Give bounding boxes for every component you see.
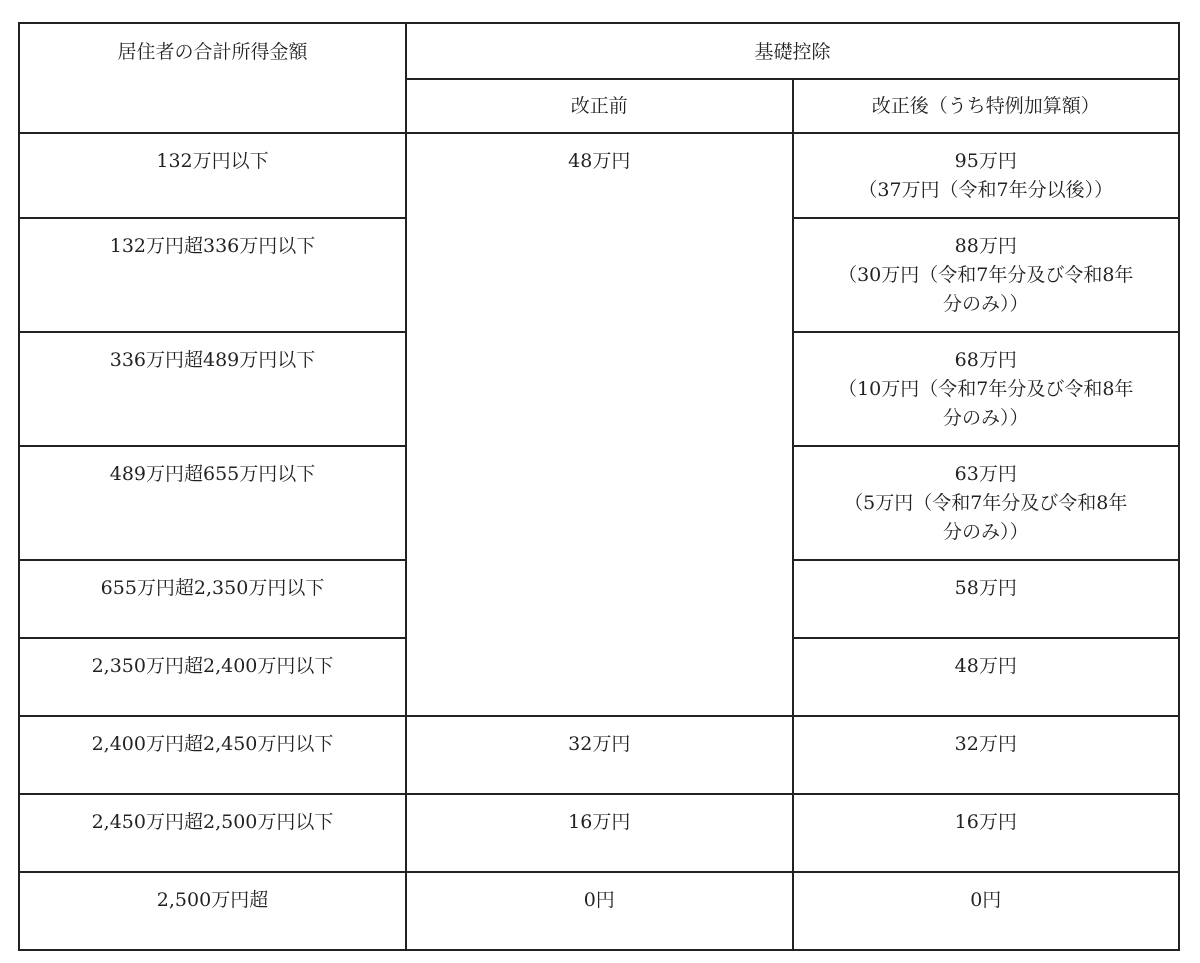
before-cell: 32万円 <box>406 716 793 794</box>
after-amount: 32万円 <box>954 733 1017 755</box>
header-after: 改正後（うち特例加算額） <box>793 79 1180 133</box>
after-amount: 63万円 <box>954 463 1017 485</box>
income-cell: 2,400万円超2,450万円以下 <box>19 716 406 794</box>
before-cell: 0円 <box>406 872 793 950</box>
header-before: 改正前 <box>406 79 793 133</box>
after-special-amount: （5万円（令和7年分及び令和8年分のみ）） <box>844 492 1128 543</box>
after-special-amount: （30万円（令和7年分及び令和8年分のみ）） <box>838 264 1134 315</box>
before-cell: 16万円 <box>406 794 793 872</box>
table-row <box>19 872 1179 950</box>
after-cell <box>793 332 1180 446</box>
table-header-row <box>19 23 1179 79</box>
income-cell: 336万円超489万円以下 <box>19 332 406 446</box>
income-cell: 655万円超2,350万円以下 <box>19 560 406 638</box>
table-row <box>19 794 1179 872</box>
after-cell <box>793 218 1180 332</box>
income-cell: 2,450万円超2,500万円以下 <box>19 794 406 872</box>
after-amount: 58万円 <box>954 577 1017 599</box>
after-amount: 95万円 <box>954 150 1017 172</box>
after-amount: 88万円 <box>954 235 1017 257</box>
table-row <box>19 133 1179 218</box>
after-cell <box>793 133 1180 218</box>
income-cell: 2,350万円超2,400万円以下 <box>19 638 406 716</box>
after-cell <box>793 638 1180 716</box>
after-amount: 16万円 <box>954 811 1017 833</box>
after-amount: 68万円 <box>954 349 1017 371</box>
after-amount: 0円 <box>970 889 1002 911</box>
income-cell: 2,500万円超 <box>19 872 406 950</box>
after-cell <box>793 560 1180 638</box>
basic-deduction-table <box>18 22 1180 951</box>
income-cell: 489万円超655万円以下 <box>19 446 406 560</box>
after-cell <box>793 716 1180 794</box>
after-cell <box>793 446 1180 560</box>
before-cell: 48万円 <box>406 133 793 716</box>
header-income: 居住者の合計所得金額 <box>19 23 406 133</box>
after-amount: 48万円 <box>954 655 1017 677</box>
income-cell: 132万円超336万円以下 <box>19 218 406 332</box>
income-cell: 132万円以下 <box>19 133 406 218</box>
after-special-amount: （37万円（令和7年分以後）） <box>858 179 1114 201</box>
after-cell <box>793 794 1180 872</box>
after-cell <box>793 872 1180 950</box>
table-row <box>19 716 1179 794</box>
after-special-amount: （10万円（令和7年分及び令和8年分のみ）） <box>838 378 1134 429</box>
header-deduction: 基礎控除 <box>406 23 1179 79</box>
